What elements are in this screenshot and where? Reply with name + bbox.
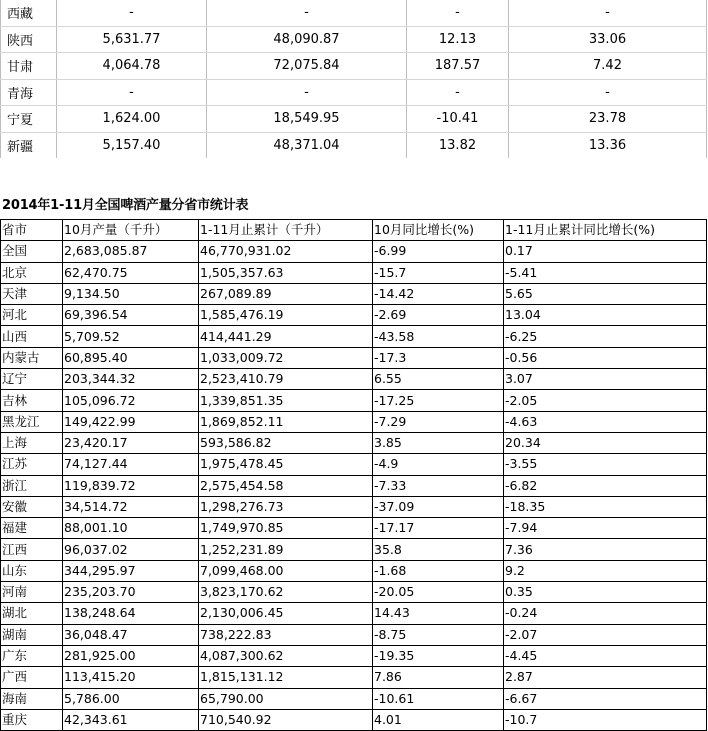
cell-oct-output: 344,295.97 <box>63 560 199 581</box>
cell-oct-yoy-growth: -17.25 <box>373 390 504 411</box>
cell-province: 新疆 <box>1 132 57 158</box>
header-cumulative-output: 1-11月止累计（千升） <box>199 220 373 241</box>
table-row <box>1 539 707 560</box>
cell-cumulative-output: 1,298,276.73 <box>199 496 373 517</box>
table-row <box>1 79 707 106</box>
cell-cumulative-yoy-growth: -6.82 <box>504 475 707 496</box>
table-row <box>1 262 707 283</box>
cell-cumulative-yoy-growth: -0.56 <box>504 347 707 368</box>
header-row <box>1 220 707 241</box>
cell-province: 湖南 <box>1 624 63 645</box>
table-row <box>1 518 707 539</box>
cell-oct-output: 113,415.20 <box>63 667 199 688</box>
cell-cumulative-output: 1,585,476.19 <box>199 305 373 326</box>
table-row <box>1 496 707 517</box>
cell-oct-output: 203,344.32 <box>63 369 199 390</box>
cell-oct-output: 2,683,085.87 <box>63 241 199 262</box>
cell-oct-output: 119,839.72 <box>63 475 199 496</box>
cell-oct-yoy-growth: -20.05 <box>373 582 504 603</box>
cell-cumulative-yoy-growth: - <box>509 0 707 26</box>
cell-oct-yoy-growth: -17.3 <box>373 347 504 368</box>
cell-oct-yoy-growth: 7.86 <box>373 667 504 688</box>
cell-cumulative-yoy-growth: -5.41 <box>504 262 707 283</box>
cell-oct-output: 36,048.47 <box>63 624 199 645</box>
table-row <box>1 0 707 26</box>
table-row <box>1 667 707 688</box>
cell-oct-output: 105,096.72 <box>63 390 199 411</box>
table-title: 2014年1-11月全国啤酒产量分省市统计表 <box>2 198 249 213</box>
cell-province: 河北 <box>1 305 63 326</box>
cell-oct-yoy-growth: 35.8 <box>373 539 504 560</box>
cell-cumulative-yoy-growth: 33.06 <box>509 26 707 53</box>
cell-oct-yoy-growth: 13.82 <box>407 132 509 158</box>
cell-province: 黑龙江 <box>1 411 63 432</box>
cell-province: 辽宁 <box>1 369 63 390</box>
cell-province: 甘肃 <box>1 53 57 80</box>
cell-cumulative-output: 65,790.00 <box>199 688 373 709</box>
table-row <box>1 106 707 133</box>
cell-oct-yoy-growth: 14.43 <box>373 603 504 624</box>
cell-oct-yoy-growth: -8.75 <box>373 624 504 645</box>
table-row <box>1 326 707 347</box>
table-row <box>1 709 707 730</box>
header-cumulative-yoy-growth: 1-11月止累计同比增长(%) <box>504 220 707 241</box>
cell-oct-yoy-growth: -37.09 <box>373 496 504 517</box>
table-row <box>1 475 707 496</box>
cell-cumulative-yoy-growth: -7.94 <box>504 518 707 539</box>
table-row <box>1 26 707 53</box>
cell-cumulative-yoy-growth: 3.07 <box>504 369 707 390</box>
cell-oct-output: 5,709.52 <box>63 326 199 347</box>
cell-cumulative-yoy-growth: 2.87 <box>504 667 707 688</box>
cell-cumulative-yoy-growth: -4.63 <box>504 411 707 432</box>
cell-cumulative-yoy-growth: 23.78 <box>509 106 707 133</box>
cell-oct-yoy-growth: -7.29 <box>373 411 504 432</box>
cell-oct-yoy-growth: - <box>407 79 509 106</box>
cell-cumulative-output: 414,441.29 <box>199 326 373 347</box>
top-table <box>0 0 707 158</box>
table-row <box>1 603 707 624</box>
cell-oct-output: 5,631.77 <box>57 26 207 53</box>
cell-cumulative-yoy-growth: 5.65 <box>504 283 707 304</box>
cell-oct-output: - <box>57 0 207 26</box>
cell-oct-output: 60,895.40 <box>63 347 199 368</box>
cell-oct-yoy-growth: 187.57 <box>407 53 509 80</box>
beer-production-table <box>0 219 707 731</box>
cell-province: 广东 <box>1 645 63 666</box>
cell-oct-output: 235,203.70 <box>63 582 199 603</box>
cell-oct-output: 5,157.40 <box>57 132 207 158</box>
cell-province: 内蒙古 <box>1 347 63 368</box>
table-row <box>1 369 707 390</box>
table-row <box>1 241 707 262</box>
table-row <box>1 560 707 581</box>
cell-cumulative-yoy-growth: - <box>509 79 707 106</box>
cell-province: 湖北 <box>1 603 63 624</box>
cell-cumulative-yoy-growth: -10.7 <box>504 709 707 730</box>
cell-oct-output: 62,470.75 <box>63 262 199 283</box>
cell-cumulative-output: 267,089.89 <box>199 283 373 304</box>
cell-cumulative-yoy-growth: 9.2 <box>504 560 707 581</box>
cell-oct-output: 34,514.72 <box>63 496 199 517</box>
cell-oct-output: 69,396.54 <box>63 305 199 326</box>
cell-oct-yoy-growth: -19.35 <box>373 645 504 666</box>
cell-cumulative-yoy-growth: -3.55 <box>504 454 707 475</box>
cell-province: 浙江 <box>1 475 63 496</box>
cell-cumulative-yoy-growth: 0.35 <box>504 582 707 603</box>
cell-oct-output: 88,001.10 <box>63 518 199 539</box>
header-province: 省市 <box>1 220 63 241</box>
cell-oct-yoy-growth: - <box>407 0 509 26</box>
cell-province: 广西 <box>1 667 63 688</box>
cell-oct-output: 5,786.00 <box>63 688 199 709</box>
cell-province: 北京 <box>1 262 63 283</box>
cell-province: 青海 <box>1 79 57 106</box>
cell-province: 江西 <box>1 539 63 560</box>
cell-oct-yoy-growth: -6.99 <box>373 241 504 262</box>
cell-cumulative-output: 48,371.04 <box>207 132 407 158</box>
table-row <box>1 390 707 411</box>
cell-oct-yoy-growth: -10.41 <box>407 106 509 133</box>
cell-oct-yoy-growth: -43.58 <box>373 326 504 347</box>
cell-oct-yoy-growth: -14.42 <box>373 283 504 304</box>
cell-cumulative-output: 2,523,410.79 <box>199 369 373 390</box>
cell-oct-yoy-growth: 6.55 <box>373 369 504 390</box>
cell-cumulative-yoy-growth: -4.45 <box>504 645 707 666</box>
cell-cumulative-output: 2,575,454.58 <box>199 475 373 496</box>
cell-oct-output: 23,420.17 <box>63 432 199 453</box>
table-row <box>1 53 707 80</box>
cell-oct-yoy-growth: -15.7 <box>373 262 504 283</box>
cell-oct-output: 9,134.50 <box>63 283 199 304</box>
cell-oct-output: 74,127.44 <box>63 454 199 475</box>
cell-cumulative-output: 46,770,931.02 <box>199 241 373 262</box>
header-oct-output: 10月产量（千升） <box>63 220 199 241</box>
cell-province: 陕西 <box>1 26 57 53</box>
table-row <box>1 645 707 666</box>
cell-cumulative-yoy-growth: 7.42 <box>509 53 707 80</box>
cell-cumulative-output: 7,099,468.00 <box>199 560 373 581</box>
cell-province: 江苏 <box>1 454 63 475</box>
cell-province: 福建 <box>1 518 63 539</box>
cell-cumulative-yoy-growth: 13.36 <box>509 132 707 158</box>
cell-province: 全国 <box>1 241 63 262</box>
cell-province: 西藏 <box>1 0 57 26</box>
cell-cumulative-output: 1,869,852.11 <box>199 411 373 432</box>
cell-oct-output: 96,037.02 <box>63 539 199 560</box>
cell-cumulative-output: 1,505,357.63 <box>199 262 373 283</box>
main-table-body <box>1 241 707 731</box>
top-table-body <box>1 0 707 158</box>
cell-cumulative-output: 710,540.92 <box>199 709 373 730</box>
table-row <box>1 624 707 645</box>
cell-oct-output: 1,624.00 <box>57 106 207 133</box>
cell-oct-yoy-growth: 3.85 <box>373 432 504 453</box>
cell-province: 重庆 <box>1 709 63 730</box>
cell-cumulative-yoy-growth: 13.04 <box>504 305 707 326</box>
cell-oct-output: 281,925.00 <box>63 645 199 666</box>
table-row <box>1 305 707 326</box>
cell-cumulative-output: 18,549.95 <box>207 106 407 133</box>
cell-oct-yoy-growth: -10.61 <box>373 688 504 709</box>
cell-oct-yoy-growth: -17.17 <box>373 518 504 539</box>
cell-cumulative-yoy-growth: 0.17 <box>504 241 707 262</box>
cell-cumulative-output: 1,975,478.45 <box>199 454 373 475</box>
cell-province: 河南 <box>1 582 63 603</box>
cell-oct-yoy-growth: -1.68 <box>373 560 504 581</box>
cell-cumulative-yoy-growth: -2.05 <box>504 390 707 411</box>
cell-cumulative-output: 2,130,006.45 <box>199 603 373 624</box>
cell-province: 山西 <box>1 326 63 347</box>
cell-cumulative-output: 4,087,300.62 <box>199 645 373 666</box>
table-row <box>1 411 707 432</box>
cell-oct-yoy-growth: -2.69 <box>373 305 504 326</box>
cell-cumulative-output: - <box>207 0 407 26</box>
cell-oct-output: 4,064.78 <box>57 53 207 80</box>
cell-cumulative-output: 48,090.87 <box>207 26 407 53</box>
header-oct-yoy-growth: 10月同比增长(%) <box>373 220 504 241</box>
cell-oct-output: 149,422.99 <box>63 411 199 432</box>
cell-oct-output: 138,248.64 <box>63 603 199 624</box>
cell-province: 海南 <box>1 688 63 709</box>
cell-cumulative-output: - <box>207 79 407 106</box>
cell-province: 上海 <box>1 432 63 453</box>
table-row <box>1 454 707 475</box>
table-row <box>1 283 707 304</box>
cell-cumulative-output: 3,823,170.62 <box>199 582 373 603</box>
cell-province: 山东 <box>1 560 63 581</box>
cell-oct-yoy-growth: -4.9 <box>373 454 504 475</box>
cell-cumulative-yoy-growth: -0.24 <box>504 603 707 624</box>
table-row <box>1 347 707 368</box>
cell-province: 天津 <box>1 283 63 304</box>
cell-cumulative-yoy-growth: -18.35 <box>504 496 707 517</box>
cell-province: 吉林 <box>1 390 63 411</box>
cell-cumulative-yoy-growth: 20.34 <box>504 432 707 453</box>
cell-cumulative-yoy-growth: -6.25 <box>504 326 707 347</box>
cell-cumulative-yoy-growth: -6.67 <box>504 688 707 709</box>
cell-cumulative-output: 1,033,009.72 <box>199 347 373 368</box>
cell-oct-yoy-growth: 4.01 <box>373 709 504 730</box>
table-row <box>1 432 707 453</box>
cell-cumulative-output: 1,339,851.35 <box>199 390 373 411</box>
cell-oct-yoy-growth: -7.33 <box>373 475 504 496</box>
cell-cumulative-output: 1,252,231.89 <box>199 539 373 560</box>
table-row <box>1 132 707 158</box>
cell-oct-output: 42,343.61 <box>63 709 199 730</box>
cell-cumulative-output: 738,222.83 <box>199 624 373 645</box>
cell-province: 安徽 <box>1 496 63 517</box>
cell-cumulative-output: 1,749,970.85 <box>199 518 373 539</box>
cell-province: 宁夏 <box>1 106 57 133</box>
cell-cumulative-yoy-growth: -2.07 <box>504 624 707 645</box>
cell-cumulative-yoy-growth: 7.36 <box>504 539 707 560</box>
table-row <box>1 582 707 603</box>
table-row <box>1 688 707 709</box>
cell-oct-output: - <box>57 79 207 106</box>
cell-cumulative-output: 593,586.82 <box>199 432 373 453</box>
cell-cumulative-output: 72,075.84 <box>207 53 407 80</box>
cell-cumulative-output: 1,815,131.12 <box>199 667 373 688</box>
cell-oct-yoy-growth: 12.13 <box>407 26 509 53</box>
